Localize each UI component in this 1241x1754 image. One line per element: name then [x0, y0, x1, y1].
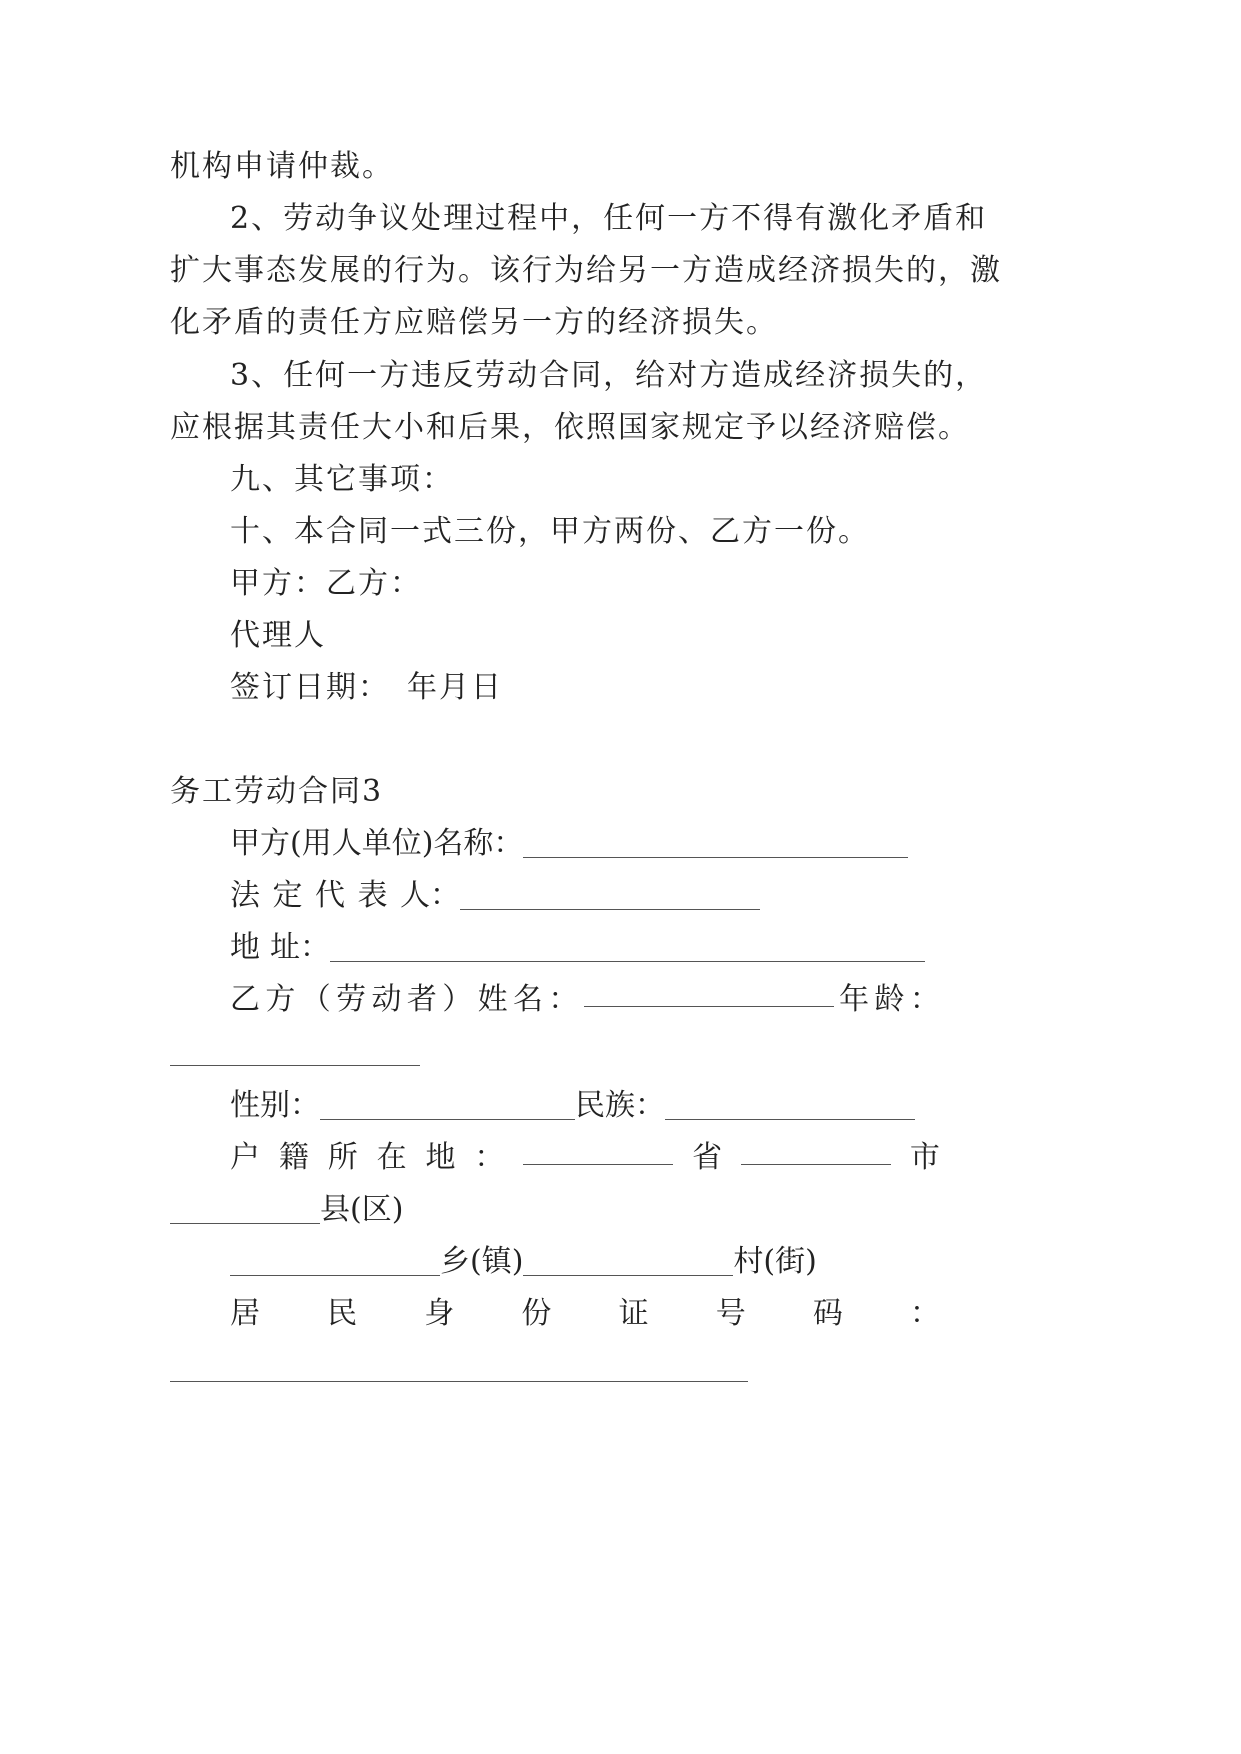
paragraph-line: 3、任何一方违反劳动合同，给对方造成经济损失的， — [230, 358, 988, 393]
id-label-char: 号 — [715, 1296, 746, 1331]
worker-label-char: 乙 — [230, 982, 260, 1017]
worker-name-blank[interactable] — [584, 978, 834, 1007]
id-blank-row — [170, 1348, 748, 1388]
legal-rep-label-char: 人： — [400, 878, 460, 913]
age-label-char: 年 — [839, 982, 870, 1017]
id-label-char: 民 — [327, 1296, 358, 1331]
city-blank[interactable] — [741, 1136, 891, 1165]
gender-label: 性别： — [230, 1088, 320, 1123]
paragraph-line: 十、本合同一式三份，甲方两份、乙方一份。 — [230, 514, 870, 549]
sign-date-line: 签订日期： 年月日 — [230, 670, 503, 705]
province-label: 省 — [692, 1140, 723, 1175]
id-label-char: 码 — [812, 1296, 843, 1331]
township-blank[interactable] — [230, 1247, 440, 1276]
age-label-char: ： — [909, 982, 940, 1017]
household-label-char: 户 — [230, 1140, 260, 1175]
worker-name-row — [230, 980, 940, 1020]
township-row — [230, 1242, 817, 1282]
address-label-char: 地 — [230, 930, 260, 965]
age-blank-row — [170, 1032, 420, 1072]
county-blank[interactable] — [170, 1195, 320, 1224]
village-blank[interactable] — [523, 1247, 733, 1276]
legal-rep-label-char: 表 — [357, 878, 388, 913]
worker-label-char: ： — [548, 982, 579, 1017]
agent-line: 代理人 — [230, 618, 326, 653]
village-label: 村(街) — [733, 1244, 817, 1279]
worker-label-char: 方 — [265, 982, 296, 1017]
gender-blank[interactable] — [320, 1091, 575, 1120]
legal-rep-blank[interactable] — [460, 881, 760, 910]
worker-label-char: 动 — [371, 982, 402, 1017]
age-blank[interactable] — [170, 1037, 420, 1066]
legal-rep-label-char: 法 — [230, 878, 260, 913]
ethnicity-label: 民族： — [575, 1088, 665, 1123]
province-blank[interactable] — [523, 1136, 673, 1165]
worker-label-char: 者 — [406, 982, 437, 1017]
address-blank[interactable] — [330, 933, 925, 962]
parties-line: 甲方：乙方： — [230, 566, 422, 601]
ethnicity-blank[interactable] — [665, 1091, 915, 1120]
household-row — [230, 1138, 940, 1178]
township-label: 乡(镇) — [440, 1244, 524, 1279]
age-label-char: 龄 — [874, 982, 905, 1017]
city-label: 市 — [909, 1140, 940, 1175]
paragraph-line: 扩大事态发展的行为。该行为给另一方造成经济损失的，激 — [170, 253, 1002, 288]
id-label-char: ： — [909, 1296, 940, 1331]
paragraph-line: 应根据其责任大小和后果，依照国家规定予以经济赔偿。 — [170, 410, 970, 445]
county-label: 县(区) — [320, 1192, 404, 1227]
legal-rep-row — [230, 876, 760, 916]
address-label-char: 址： — [270, 930, 330, 965]
section-title: 务工劳动合同3 — [170, 774, 384, 809]
worker-label-char: 名 — [513, 982, 543, 1017]
worker-label-char: （ — [300, 982, 331, 1017]
gender-ethnicity-row — [230, 1086, 915, 1126]
id-label-char: 居 — [230, 1296, 260, 1331]
employer-name-blank[interactable] — [523, 829, 908, 858]
worker-label-char: ） — [442, 982, 473, 1017]
household-label-char: ： — [474, 1140, 505, 1175]
worker-label-char: 劳 — [336, 982, 367, 1017]
household-label-char: 所 — [327, 1140, 358, 1175]
household-label-char: 地 — [425, 1140, 456, 1175]
address-row — [230, 928, 925, 968]
employer-name-row — [230, 824, 908, 864]
id-number-blank[interactable] — [170, 1353, 748, 1382]
county-row — [170, 1190, 403, 1230]
paragraph-line: 机构申请仲裁。 — [170, 149, 394, 184]
employer-name-label: 甲方(用人单位)名称： — [230, 826, 524, 861]
legal-rep-label-char: 定 — [272, 878, 303, 913]
id-label-char: 份 — [521, 1296, 552, 1331]
worker-label-char: 姓 — [477, 982, 508, 1017]
id-label-char: 证 — [618, 1296, 649, 1331]
id-label-char: 身 — [424, 1296, 455, 1331]
id-number-row — [230, 1294, 940, 1334]
paragraph-line: 化矛盾的责任方应赔偿另一方的经济损失。 — [170, 305, 778, 340]
household-label-char: 在 — [376, 1140, 407, 1175]
household-label-char: 籍 — [278, 1140, 309, 1175]
paragraph-line: 九、其它事项： — [230, 462, 454, 497]
paragraph-line: 2、劳动争议处理过程中，任何一方不得有激化矛盾和 — [230, 201, 988, 236]
legal-rep-label-char: 代 — [315, 878, 345, 913]
